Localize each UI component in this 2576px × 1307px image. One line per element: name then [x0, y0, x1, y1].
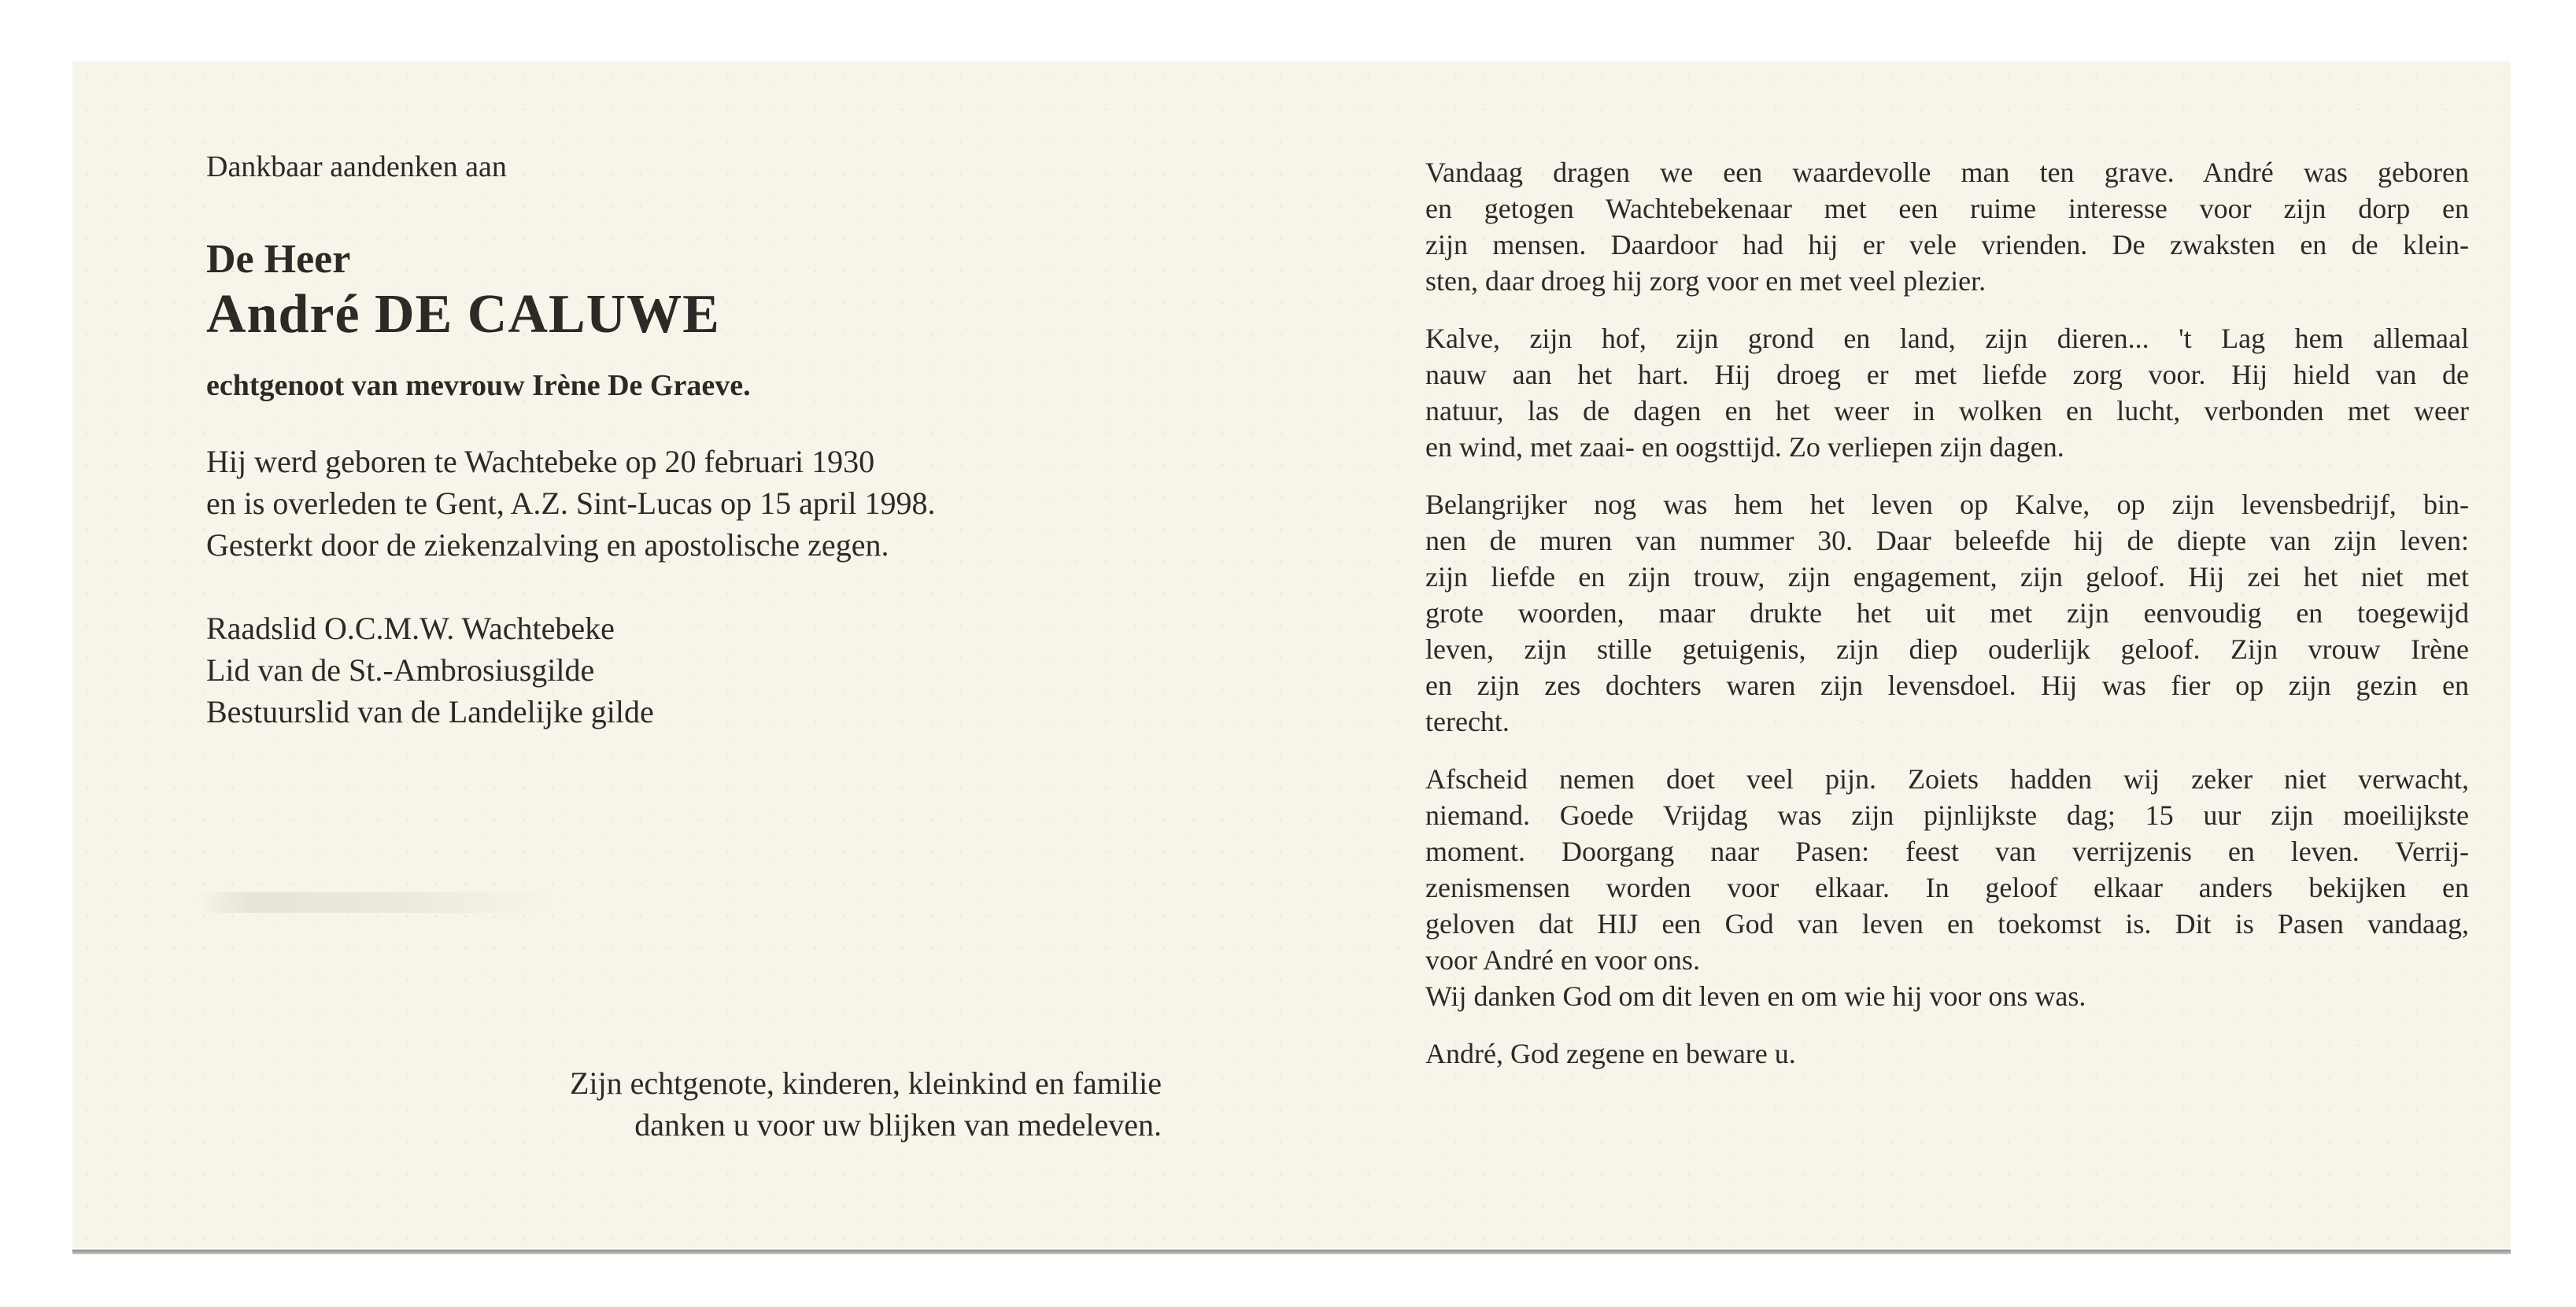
- paper-smudge: [197, 892, 559, 913]
- sacrament-line: Gesterkt door de ziekenzalving en apostolische zegen.: [206, 527, 889, 563]
- eulogy-paragraph-2: [1425, 320, 2469, 465]
- role-item: Lid van de St.-Ambrosiusgilde: [206, 652, 595, 688]
- text-line: voor André en voor ons.: [1425, 944, 1700, 976]
- eulogy-text: [1425, 154, 2469, 1093]
- text-line: niemand. Goede Vrijdag was zijn pijnlijkste dag; 15 uur zijn moeilijkste: [1425, 799, 2469, 831]
- text-line: en zijn zes dochters waren zijn levensdoel. Hij was fier op zijn gezin en: [1425, 670, 2469, 701]
- family-thanks: [570, 1062, 1162, 1146]
- text-line: natuur, las de dagen en het weer in wolken en lucht, verbonden met weer: [1425, 395, 2469, 426]
- text-line: Vandaag dragen we een waardevolle man ten grave. André was geboren: [1425, 157, 2469, 188]
- text-line: en wind, met zaai- en oogsttijd. Zo verliepen zijn dagen.: [1425, 431, 2064, 463]
- text-line: Afscheid nemen doet veel pijn. Zoiets hadden wij zeker niet verwacht,: [1425, 763, 2469, 795]
- text-line: en getogen Wachtebekenaar met een ruime interesse voor zijn dorp en: [1425, 193, 2469, 224]
- intro-text: Dankbaar aandenken aan: [206, 150, 507, 183]
- text-line: grote woorden, maar drukte het uit met zijn eenvoudig en toegewijd: [1425, 597, 2469, 629]
- roles-list: [206, 607, 654, 733]
- text-line: geloven dat HIJ een God van leven en toekomst is. Dit is Pasen vandaag,: [1425, 908, 2469, 940]
- eulogy-paragraph-4: [1425, 761, 2469, 1014]
- text-line: zijn mensen. Daardoor had hij er vele vrienden. De zwaksten en de klein-: [1425, 229, 2469, 260]
- text-line: leven, zijn stille getuigenis, zijn diep ouderlijk geloof. Zijn vrouw Irène: [1425, 633, 2469, 665]
- family-line: Zijn echtgenote, kinderen, kleinkind en familie: [570, 1065, 1162, 1101]
- text-line: sten, daar droeg hij zorg voor en met veel plezier.: [1425, 265, 1987, 297]
- memorial-card: [72, 61, 2511, 1248]
- eulogy-blessing: [1425, 1036, 2469, 1072]
- text-line: zijn liefde en zijn trouw, zijn engagement, zijn geloof. Hij zei het niet met: [1425, 561, 2469, 593]
- spouse-line: echtgenoot van mevrouw Irène De Graeve.: [206, 369, 751, 402]
- role-item: Raadslid O.C.M.W. Wachtebeke: [206, 611, 615, 646]
- eulogy-paragraph-3: [1425, 486, 2469, 740]
- text-line: terecht.: [1425, 706, 1510, 737]
- text-line: nauw aan het hart. Hij droeg er met liefde zorg voor. Hij hield van de: [1425, 359, 2469, 390]
- text-line: zenismensen worden voor elkaar. In geloof elkaar anders bekijken en: [1425, 872, 2469, 903]
- text-line: moment. Doorgang naar Pasen: feest van verrijzenis en leven. Verrij-: [1425, 836, 2469, 867]
- text-line: Kalve, zijn hof, zijn grond en land, zijn dieren... 't Lag hem allemaal: [1425, 323, 2469, 354]
- text-line: André, God zegene en beware u.: [1425, 1038, 1796, 1069]
- deceased-name: André DE CALUWE: [206, 284, 720, 345]
- eulogy-paragraph-1: [1425, 154, 2469, 299]
- family-line: danken u voor uw blijken van medeleven.: [634, 1107, 1162, 1143]
- text-line: Wij danken God om dit leven en om wie hij voor ons was.: [1425, 980, 2086, 1012]
- left-panel: [72, 61, 1292, 1248]
- text-line: Belangrijker nog was hem het leven op Kalve, op zijn levensbedrijf, bin-: [1425, 489, 2469, 520]
- honorific-title: De Heer: [206, 237, 351, 282]
- birth-line: Hij werd geboren te Wachtebeke op 20 februari 1930: [206, 444, 875, 479]
- role-item: Bestuurslid van de Landelijke gilde: [206, 694, 654, 729]
- death-line: en is overleden te Gent, A.Z. Sint-Lucas op 15 april 1998.: [206, 486, 936, 521]
- life-details: [206, 441, 935, 566]
- text-line: nen de muren van nummer 30. Daar beleefde hij de diepte van zijn leven:: [1425, 525, 2469, 556]
